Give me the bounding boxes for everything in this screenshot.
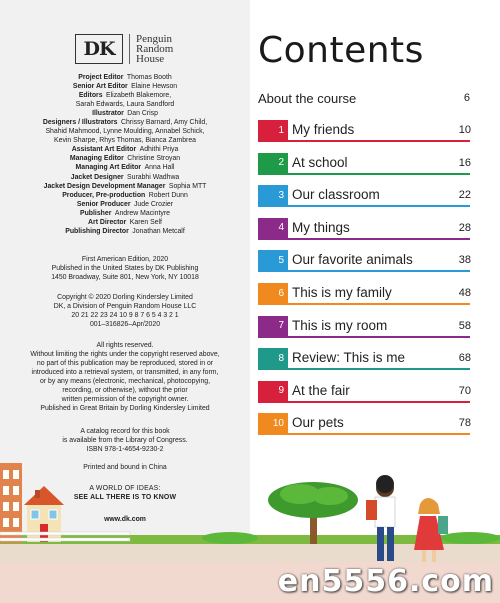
unit-title: This is my family xyxy=(292,285,392,300)
credit-role: Senior Producer xyxy=(76,200,131,208)
logo-divider xyxy=(129,34,130,64)
toc-entry[interactable] xyxy=(258,218,470,238)
unit-page-number: 16 xyxy=(458,156,471,169)
credit-role: Managing Art Editor xyxy=(75,164,142,172)
bush xyxy=(202,532,258,544)
page-title: Contents xyxy=(258,30,424,71)
unit-title: My friends xyxy=(292,122,355,137)
toc-entry[interactable] xyxy=(258,185,470,205)
rights-line: introduced into a retrieval system, or transmitted, in any form, xyxy=(31,369,219,377)
unit-page-number: 68 xyxy=(458,352,471,365)
credit-role: Editors xyxy=(78,92,103,100)
credit-role: Jacket Design Development Manager xyxy=(43,182,166,190)
credit-names: Thomas Booth xyxy=(126,74,172,81)
apartment-building xyxy=(0,463,22,543)
copyright-line: 001–316826–Apr/2020 xyxy=(89,321,161,329)
credit-names: Andrew Macintyre xyxy=(114,209,170,217)
toc-entry[interactable] xyxy=(258,120,470,140)
credit-line xyxy=(6,82,244,91)
rights-line: Without limiting the rights under the copyright reserved above, xyxy=(30,351,220,359)
publisher-name xyxy=(136,34,173,64)
publisher-name-line: House xyxy=(136,53,165,65)
unit-title: Our favorite animals xyxy=(292,252,413,268)
credit-names: Jude Crozier xyxy=(133,200,174,208)
credit-names: Elaine Hewson xyxy=(131,83,178,91)
toc-entry[interactable] xyxy=(258,413,470,433)
tagline-line: A WORLD OF IDEAS: xyxy=(89,485,161,492)
credit-line xyxy=(6,145,244,154)
unit-underline xyxy=(258,140,470,142)
dk-logo xyxy=(75,34,173,64)
credit-names: Anna Hall xyxy=(144,164,175,172)
credit-role: Illustrator xyxy=(92,110,124,118)
rights-line: no part of this publication may be reproduced, stored in or xyxy=(36,360,214,368)
publisher-name-line: Penguin xyxy=(136,33,173,45)
credit-names: Adhithi Priya xyxy=(139,146,179,154)
unit-page-number: 10 xyxy=(458,124,471,136)
credit-line xyxy=(6,91,244,100)
tagline-line: SEE ALL THERE IS TO KNOW xyxy=(73,494,177,502)
unit-title: At the fair xyxy=(292,382,350,398)
unit-page-number: 58 xyxy=(458,319,471,332)
credit-names: Dan Crisp xyxy=(127,110,158,118)
credit-names: Christine Stroyan xyxy=(127,155,181,163)
credit-names: Elizabeth Blakemore, xyxy=(106,92,172,100)
rights-line: or by any means (electronic, mechanical, photocopying, xyxy=(39,378,211,386)
credit-line xyxy=(6,227,244,236)
credit-role: Assistant Art Editor xyxy=(71,146,137,154)
credit-names: Robert Dunn xyxy=(148,191,188,199)
tree xyxy=(268,482,358,544)
unit-number-badge: 3 xyxy=(258,185,288,205)
unit-title: Review: This is me xyxy=(292,350,406,366)
unit-number-badge: 4 xyxy=(258,218,288,238)
unit-underline xyxy=(258,303,470,305)
edition-line: First American Edition, 2020 xyxy=(81,256,169,263)
rights-line: recording, or otherwise), without the prior xyxy=(62,387,188,395)
unit-title: My things xyxy=(292,219,350,235)
toc-entry[interactable] xyxy=(258,153,470,173)
watermark: en5556.com xyxy=(277,564,494,599)
credit-names: Kevin Sharpe, Rhys Thomas, Bianca Zambrea xyxy=(54,137,196,145)
credit-line xyxy=(6,100,244,109)
unit-page-number: 38 xyxy=(458,254,471,267)
rights-line: Published in Great Britain by Dorling Kindersley Limited xyxy=(40,405,210,413)
credit-names: Sarah Edwards, Laura Sandford xyxy=(75,101,175,109)
credit-line xyxy=(6,173,244,182)
website[interactable]: www.dk.com xyxy=(104,516,146,523)
unit-number-badge: 5 xyxy=(258,250,288,270)
credit-line xyxy=(6,127,244,136)
toc-entry[interactable] xyxy=(258,348,470,368)
edition-line: 1450 Broadway, Suite 801, New York, NY 10018 xyxy=(51,274,199,282)
toc-entry[interactable] xyxy=(258,283,470,303)
credit-role: Jacket Designer xyxy=(70,173,124,181)
unit-underline xyxy=(258,433,470,435)
unit-number-badge: 8 xyxy=(258,348,288,368)
unit-number-badge: 9 xyxy=(258,381,288,401)
credit-role: Senior Art Editor xyxy=(72,83,128,91)
unit-page-number: 78 xyxy=(458,417,471,430)
unit-page-number: 70 xyxy=(458,384,471,397)
toc-entry[interactable] xyxy=(258,316,470,336)
publisher-name-line: Random xyxy=(136,43,174,55)
toc-entry[interactable] xyxy=(258,250,470,270)
unit-number-badge: 2 xyxy=(258,153,288,173)
credits-list xyxy=(6,73,244,236)
dk-mark: DK xyxy=(75,34,123,64)
unit-number-badge: 1 xyxy=(258,120,288,140)
credit-role: Publishing Director xyxy=(65,227,129,235)
credit-line xyxy=(6,118,244,127)
edition-line: Published in the United States by DK Publishing xyxy=(51,265,199,273)
unit-page-number: 48 xyxy=(458,287,471,299)
unit-title: At school xyxy=(292,154,348,170)
credit-line xyxy=(6,200,244,209)
credit-line xyxy=(6,154,244,163)
credit-names: Sophia MTT xyxy=(168,182,207,190)
credit-line xyxy=(6,163,244,172)
unit-title: Our classroom xyxy=(292,187,380,203)
credit-line xyxy=(6,209,244,218)
copyright-line: 20 21 22 23 24 10 9 8 7 6 5 4 3 2 1 xyxy=(71,312,179,320)
credit-role: Project Editor xyxy=(78,74,124,81)
credit-role: Managing Editor xyxy=(69,155,124,163)
copyright-line: DK, a Division of Penguin Random House LLC xyxy=(53,303,197,311)
catalog-line: ISBN 978-1-4654-9230-2 xyxy=(86,446,164,454)
bush xyxy=(440,532,500,544)
rights-line: All rights reserved. xyxy=(96,342,154,349)
toc-entry[interactable] xyxy=(258,381,470,401)
unit-title: This is my room xyxy=(292,317,388,333)
about-course-page: 6 xyxy=(463,92,470,104)
rights-line: written permission of the copyright owner. xyxy=(61,396,189,404)
copyright-line: Copyright © 2020 Dorling Kindersley Limited xyxy=(57,294,193,301)
credit-names: Chrissy Barnard, Amy Child, xyxy=(120,119,208,127)
unit-title: Our pets xyxy=(292,415,344,431)
unit-underline xyxy=(258,205,470,207)
credit-role: Publisher xyxy=(79,209,112,217)
unit-page-number: 22 xyxy=(458,189,471,202)
unit-underline xyxy=(258,173,470,175)
credit-line xyxy=(6,191,244,200)
copyright-info xyxy=(6,293,244,329)
unit-underline xyxy=(258,368,470,370)
credit-line xyxy=(6,109,244,118)
catalog-line: A catalog record for this book xyxy=(80,428,170,435)
rights-notice xyxy=(6,341,244,413)
credit-role: Art Director xyxy=(88,218,127,226)
credit-line xyxy=(6,73,244,82)
unit-number-badge: 10 xyxy=(258,413,288,433)
credit-names: Shahid Mahmood, Lynne Moulding, Annabel Schick, xyxy=(45,128,205,136)
credit-role: Designers / Illustrators xyxy=(42,119,118,127)
unit-underline xyxy=(258,401,470,403)
unit-number-badge: 7 xyxy=(258,316,288,336)
credit-line xyxy=(6,136,244,145)
edition-info xyxy=(6,255,244,282)
unit-underline xyxy=(258,270,470,272)
unit-underline xyxy=(258,238,470,240)
credit-names: Karen Self xyxy=(129,218,162,226)
credit-names: Surabhi Wadhwa xyxy=(127,173,180,181)
unit-page-number: 28 xyxy=(458,221,471,234)
credit-names: Jonathan Metcalf xyxy=(132,227,185,235)
printed-note: Printed and bound in China xyxy=(83,464,167,471)
unit-underline xyxy=(258,336,470,338)
unit-number-badge: 6 xyxy=(258,283,288,303)
credit-line xyxy=(6,182,244,191)
about-course-entry[interactable]: About the course xyxy=(258,91,357,106)
catalog-line: is available from the Library of Congress. xyxy=(62,437,188,445)
credit-line xyxy=(6,218,244,227)
credit-role: Producer, Pre-production xyxy=(62,191,146,199)
